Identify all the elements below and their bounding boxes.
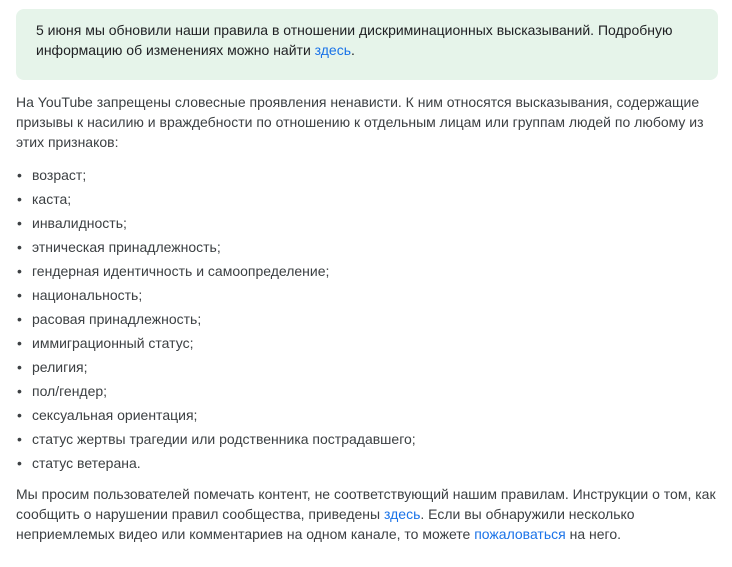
bullet-icon: • bbox=[17, 359, 22, 375]
list-item-text: иммиграционный статус; bbox=[32, 335, 194, 351]
bullet-icon: • bbox=[17, 263, 22, 279]
bullet-icon: • bbox=[17, 215, 22, 231]
report-paragraph bbox=[16, 484, 720, 544]
list-item-text: религия; bbox=[32, 359, 88, 375]
list-item bbox=[16, 453, 716, 477]
bullet-icon: • bbox=[17, 239, 22, 255]
notice-here-link[interactable]: здесь bbox=[314, 42, 352, 58]
bullet-icon: • bbox=[17, 455, 22, 471]
list-item-text: каста; bbox=[32, 191, 72, 207]
list-item-text: гендерная идентичность и самоопределение; bbox=[32, 263, 330, 279]
notice-text bbox=[36, 20, 698, 60]
list-item-text: пол/гендер; bbox=[32, 383, 108, 399]
list-item bbox=[16, 333, 716, 357]
report-text-1: Мы просим пользователей помечать контент, не соответствующий нашим правилам. Инструкции о том, как сообщить о нарушении правил сообщества, приведены bbox=[16, 486, 716, 522]
list-item-text: статус ветерана. bbox=[32, 455, 141, 471]
notice-text-main: 5 июня мы обновили наши правила в отношении дискриминационных высказываний. Подробную информацию об изменениях можно найти bbox=[36, 22, 673, 58]
report-text-3: на него. bbox=[565, 526, 622, 542]
bullet-icon: • bbox=[17, 191, 22, 207]
bullet-icon: • bbox=[17, 431, 22, 447]
list-item-text: инвалидность; bbox=[32, 215, 127, 231]
list-item bbox=[16, 261, 716, 285]
list-item bbox=[16, 357, 716, 381]
list-item bbox=[16, 405, 716, 429]
list-item bbox=[16, 309, 716, 333]
report-text-2: . Если вы обнаружили несколько неприемлемых видео или комментариев на одном канале, то можете bbox=[16, 506, 635, 542]
list-item bbox=[16, 237, 716, 261]
list-item-text: этническая принадлежность; bbox=[32, 239, 221, 255]
list-item bbox=[16, 165, 716, 189]
list-item-text: расовая принадлежность; bbox=[32, 311, 202, 327]
list-item-text: сексуальная ориентация; bbox=[32, 407, 198, 423]
update-notice bbox=[16, 9, 718, 80]
list-item bbox=[16, 381, 716, 405]
list-item-text: статус жертвы трагедии или родственника пострадавшего; bbox=[32, 431, 416, 447]
list-item bbox=[16, 213, 716, 237]
intro-paragraph: На YouTube запрещены словесные проявления ненависти. К ним относятся высказывания, содержащие призывы к насилию и враждебности по отношению к отдельным лицам или группам людей по любому из этих признаков: bbox=[16, 94, 704, 150]
bullet-icon: • bbox=[17, 167, 22, 183]
bullet-icon: • bbox=[17, 287, 22, 303]
list-item-text: национальность; bbox=[32, 287, 143, 303]
bullet-icon: • bbox=[17, 311, 22, 327]
list-item bbox=[16, 429, 716, 453]
list-item-text: возраст; bbox=[32, 167, 87, 183]
bullet-icon: • bbox=[17, 407, 22, 423]
bullet-icon: • bbox=[17, 335, 22, 351]
protected-attributes-list bbox=[16, 165, 716, 477]
list-item bbox=[16, 285, 716, 309]
list-item bbox=[16, 189, 716, 213]
report-instructions-link[interactable]: здесь bbox=[384, 506, 421, 522]
notice-text-end: . bbox=[351, 42, 355, 58]
bullet-icon: • bbox=[17, 383, 22, 399]
report-channel-link[interactable]: пожаловаться bbox=[474, 526, 566, 542]
